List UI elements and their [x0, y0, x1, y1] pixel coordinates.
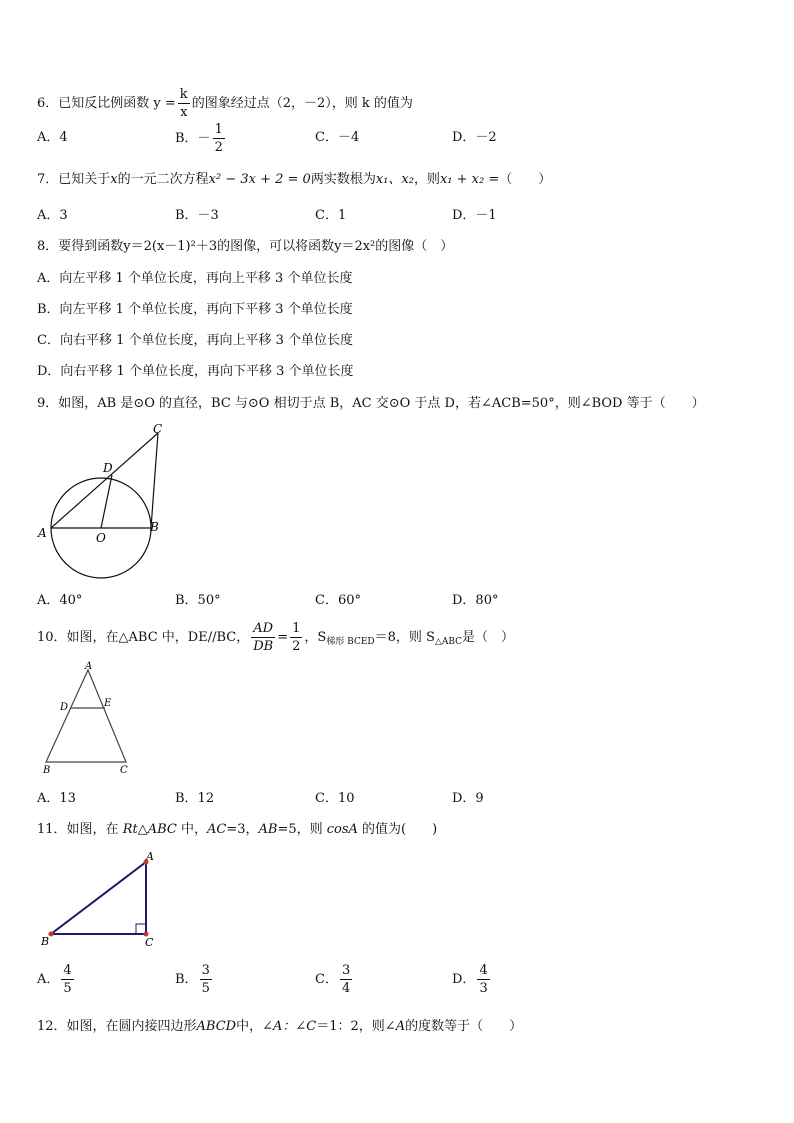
q12-t2: 中，	[236, 1019, 263, 1034]
q6-stem	[37, 86, 413, 121]
q7-var: x	[110, 172, 118, 187]
q10-t4: 是（ ）	[462, 630, 515, 645]
q11-d-num: 4	[479, 963, 488, 978]
q11-option-c-label: C．	[315, 972, 338, 987]
q7-option-b[interactable]: B．－3	[175, 208, 219, 223]
q12-t1: 12．如图，在圆内接四边形	[37, 1019, 197, 1034]
q11-b-num: 3	[201, 963, 210, 978]
q9-line-od	[101, 475, 112, 528]
q10-frac2-num: 1	[292, 621, 301, 636]
q11-figure	[38, 848, 163, 948]
q11-option-d-label: D．	[452, 972, 476, 987]
q7-stem	[37, 171, 551, 189]
q6-post: 的图象经过点（2，－2），则 k 的值为	[191, 96, 413, 111]
q7-roots: x₁、x₂	[375, 172, 414, 187]
q11-t4: =5，则	[277, 822, 327, 837]
q11-label-a: A	[146, 850, 154, 863]
q11-triangle	[51, 862, 146, 934]
q9-figure	[30, 418, 180, 583]
q12-t3: ＝1：2，则	[316, 1019, 385, 1034]
q10-option-c[interactable]: C．10	[315, 791, 355, 806]
q11-b-den: 5	[201, 981, 210, 996]
q10-sub1: 梯形 BCED	[326, 637, 375, 647]
q11-rt: Rt△ABC	[122, 822, 177, 837]
q11-label-b: B	[41, 935, 50, 948]
q10-t3: ＝8，则 S	[374, 630, 435, 645]
q10-label-c: C	[120, 765, 128, 776]
q8-stem: 8．要得到函数y＝2(x－1)²＋3的图像，可以将函数y＝2x²的图像（ ）	[37, 239, 454, 254]
q10-option-d[interactable]: D．9	[452, 791, 484, 806]
q12-ang: ∠A：∠C	[262, 1019, 317, 1034]
q7-t2: 的一元二次方程	[117, 172, 209, 187]
q6-fraction	[178, 86, 190, 121]
q7-t4: ，则	[413, 172, 440, 187]
q10-label-b: B	[43, 765, 51, 776]
q7-t5: （ ）	[499, 172, 552, 187]
q10-frac-num: AD	[251, 620, 275, 638]
q7-number: 7．	[37, 172, 59, 187]
q10-frac2-den: 2	[292, 639, 301, 654]
q10-label-e: E	[104, 698, 112, 709]
q11-option-d-fraction	[477, 962, 489, 997]
q10-option-a[interactable]: A．13	[37, 791, 76, 806]
q10-option-b[interactable]: B．12	[175, 791, 215, 806]
q7-equation: x² − 3x + 2 = 0	[208, 172, 311, 187]
q9-label-d: D	[103, 461, 113, 475]
q10-sub2: △ABC	[434, 637, 463, 647]
q6-b-den: 2	[214, 140, 223, 155]
q6-option-d[interactable]: D．－2	[452, 130, 497, 145]
q12-t4: 的度数等于（ ）	[405, 1019, 523, 1034]
q11-ac: AC	[206, 822, 227, 837]
q8-option-a[interactable]: A．向左平移 1 个单位长度，再向上平移 3 个单位长度	[37, 271, 353, 286]
q8-option-b[interactable]: B．向左平移 1 个单位长度，再向下平移 3 个单位长度	[37, 302, 353, 317]
q11-c-num: 3	[341, 963, 351, 978]
q11-t1: 11．如图，在	[37, 822, 123, 837]
q11-cos: cosA	[326, 822, 358, 837]
q7-t3: 两实数根为	[310, 172, 376, 187]
q12-stem	[37, 1018, 522, 1036]
q7-sum: x₁ + x₂ =	[439, 172, 500, 187]
q6-option-c[interactable]: C．－4	[315, 130, 360, 145]
q9-label-c: C	[153, 422, 163, 436]
q10-t1: 10．如图，在△ABC 中，DE//BC，	[37, 630, 250, 645]
q7-option-a[interactable]: A．3	[37, 208, 68, 223]
q11-d-den: 3	[479, 981, 488, 996]
q12-angA: ∠A	[384, 1019, 406, 1034]
q11-a-den: 5	[63, 981, 72, 996]
q7-t1: 已知关于	[58, 172, 111, 187]
q6-option-b-label: B．－	[175, 131, 211, 146]
q11-a-num: 4	[63, 963, 72, 978]
q9-label-o: O	[96, 531, 106, 545]
q11-t3: =3，	[226, 822, 259, 837]
q10-stem	[37, 620, 514, 655]
q11-c-den: 4	[341, 981, 351, 996]
q10-frac-den: DB	[253, 639, 274, 654]
q11-stem	[37, 821, 437, 839]
q9-option-a[interactable]: A．40°	[37, 593, 83, 608]
q10-label-d: D	[60, 702, 69, 713]
q9-label-b: B	[150, 520, 159, 534]
q10-eq: =	[277, 630, 289, 645]
q10-fraction-half	[290, 620, 302, 655]
q9-stem: 9．如图，AB 是⊙O 的直径，BC 与⊙O 相切于点 B，AC 交⊙O 于点 D，若∠ACB=50°，则∠BOD 等于（ ）	[37, 396, 705, 411]
q9-line-bc	[151, 433, 158, 528]
q7-option-d[interactable]: D．－1	[452, 208, 497, 223]
q8-option-d[interactable]: D．向右平移 1 个单位长度，再向下平移 3 个单位长度	[37, 364, 354, 379]
q6-number: 6．	[37, 96, 59, 111]
q10-triangle	[46, 670, 126, 762]
q7-option-c[interactable]: C．1	[315, 208, 347, 223]
q6-b-num: 1	[214, 122, 223, 137]
q11-option-d[interactable]	[452, 962, 492, 997]
q9-option-c[interactable]: C．60°	[315, 593, 361, 608]
q11-option-c-fraction	[340, 962, 352, 997]
q11-label-c: C	[145, 936, 154, 948]
q10-fraction-ad-db	[251, 620, 275, 655]
q11-point-b	[49, 932, 54, 937]
q9-option-d[interactable]: D．80°	[452, 593, 499, 608]
q11-option-a-label: A．	[37, 972, 60, 987]
q11-t2: 中，	[176, 822, 207, 837]
q11-t5: 的值为( )	[357, 822, 438, 837]
q11-option-b-fraction	[200, 962, 212, 997]
q6-pre: 已知反比例函数 y =	[58, 96, 176, 111]
q11-option-b-label: B．	[175, 972, 198, 987]
q10-t2: ，S	[304, 630, 327, 645]
q10-label-a: A	[85, 661, 93, 672]
q8-option-c[interactable]: C．向右平移 1 个单位长度，再向上平移 3 个单位长度	[37, 333, 354, 348]
q9-label-a: A	[38, 526, 47, 540]
q11-option-c[interactable]	[315, 962, 354, 997]
q11-option-a-fraction	[61, 962, 73, 997]
q11-option-b[interactable]	[175, 962, 214, 997]
q6-option-b[interactable]	[175, 121, 227, 156]
q11-option-a[interactable]	[37, 962, 76, 997]
q11-ab: AB	[258, 822, 278, 837]
q6-option-a[interactable]: A．4	[37, 130, 68, 145]
q6-frac-num: k	[179, 87, 188, 102]
q10-figure	[38, 660, 138, 778]
q12-quad: ABCD	[196, 1019, 237, 1034]
q6-frac-den: x	[180, 105, 188, 120]
q9-option-b[interactable]: B．50°	[175, 593, 221, 608]
q6-option-b-fraction	[213, 121, 225, 156]
